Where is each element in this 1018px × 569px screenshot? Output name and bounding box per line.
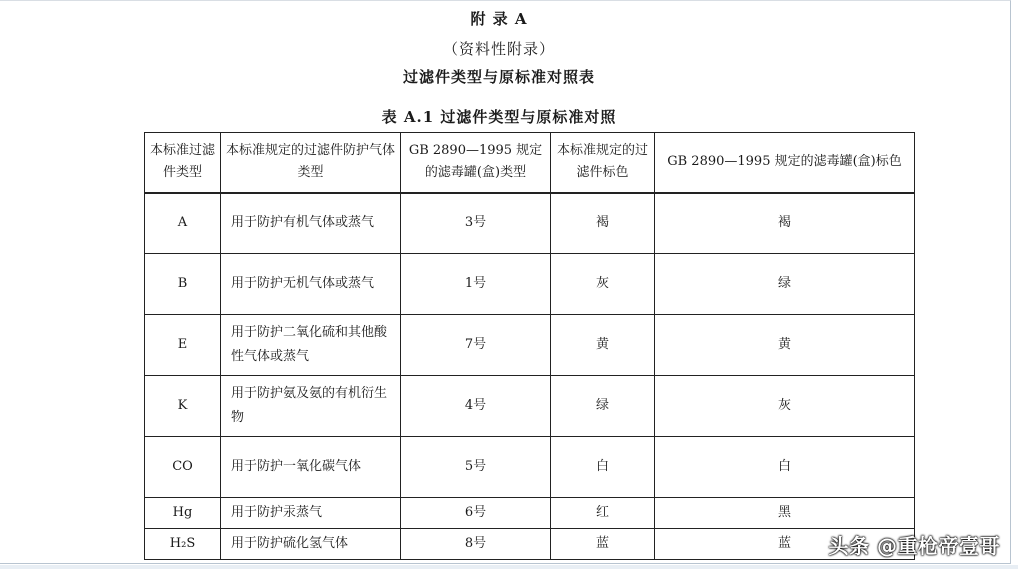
gas-type-cell: 用于防护有机气体或蒸气	[221, 193, 401, 254]
old-type-cell: 5号	[401, 437, 551, 498]
old-color-cell: 褐	[655, 193, 915, 254]
comparison-table	[144, 132, 915, 560]
gas-type-cell: 用于防护汞蒸气	[221, 498, 401, 529]
column-header: 本标准过滤件类型	[145, 133, 221, 193]
filter-type-cell: K	[145, 376, 221, 437]
table-row	[145, 376, 915, 437]
old-color-cell: 黄	[655, 315, 915, 376]
table-row	[145, 254, 915, 315]
column-header: 本标准规定的过滤件标色	[551, 133, 655, 193]
color-cell: 红	[551, 498, 655, 529]
old-color-cell: 黑	[655, 498, 915, 529]
gas-type-cell: 用于防护二氧化硫和其他酸性气体或蒸气	[221, 315, 401, 376]
old-color-cell: 白	[655, 437, 915, 498]
color-cell: 灰	[551, 254, 655, 315]
table-row	[145, 315, 915, 376]
old-type-cell: 7号	[401, 315, 551, 376]
filter-type-cell: Hg	[145, 498, 221, 529]
appendix-title: 附 录 A	[470, 10, 528, 28]
table-row	[145, 498, 915, 529]
watermark-label: 头条 @重枪帝壹哥	[828, 534, 1000, 558]
filter-type-cell: CO	[145, 437, 221, 498]
color-cell: 黄	[551, 315, 655, 376]
color-cell: 蓝	[551, 529, 655, 560]
color-cell: 白	[551, 437, 655, 498]
old-type-cell: 4号	[401, 376, 551, 437]
filter-type-cell: E	[145, 315, 221, 376]
table-row	[145, 193, 915, 254]
old-type-cell: 1号	[401, 254, 551, 315]
table-header-row	[145, 133, 915, 193]
gas-type-cell: 用于防护一氧化碳气体	[221, 437, 401, 498]
filter-type-cell: A	[145, 193, 221, 254]
column-header: GB 2890—1995 规定的滤毒罐(盒)类型	[401, 133, 551, 193]
color-cell: 褐	[551, 193, 655, 254]
gas-type-cell: 用于防护硫化氢气体	[221, 529, 401, 560]
gas-type-cell: 用于防护氨及氨的有机衍生物	[221, 376, 401, 437]
old-color-cell: 蓝	[655, 529, 915, 560]
filter-type-cell: B	[145, 254, 221, 315]
appendix-note: （资料性附录）	[442, 40, 555, 58]
filter-type-cell: H₂S	[145, 529, 221, 560]
old-type-cell: 6号	[401, 498, 551, 529]
bottom-scroll-bar	[0, 565, 1018, 569]
color-cell: 绿	[551, 376, 655, 437]
old-color-cell: 灰	[655, 376, 915, 437]
old-color-cell: 绿	[655, 254, 915, 315]
column-header: 本标准规定的过滤件防护气体类型	[221, 133, 401, 193]
gas-type-cell: 用于防护无机气体或蒸气	[221, 254, 401, 315]
table-caption: 表 A.1 过滤件类型与原标准对照	[381, 108, 617, 126]
column-header: GB 2890—1995 规定的滤毒罐(盒)标色	[655, 133, 915, 193]
old-type-cell: 8号	[401, 529, 551, 560]
table-row	[145, 437, 915, 498]
appendix-subject: 过滤件类型与原标准对照表	[402, 68, 595, 86]
table-row	[145, 529, 915, 560]
old-type-cell: 3号	[401, 193, 551, 254]
